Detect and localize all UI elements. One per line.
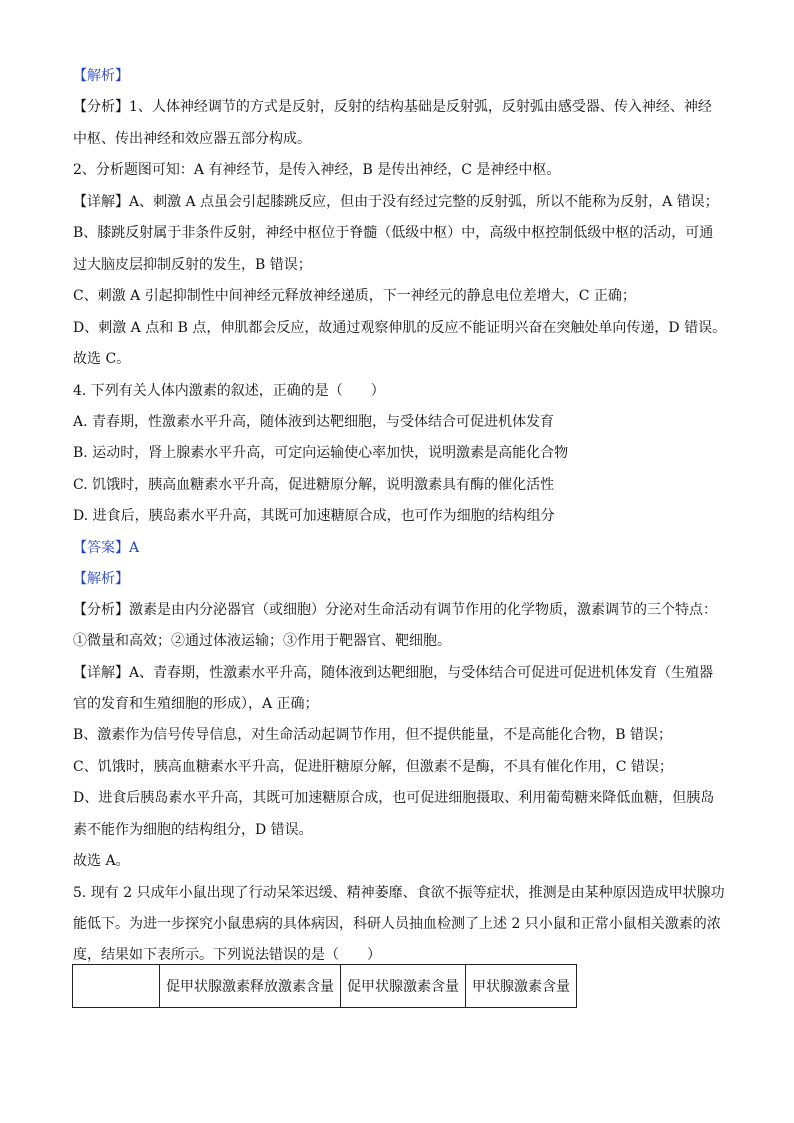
text-line-l28: 能低下。为进一步探究小鼠患病的具体病因，科研人员抽血检测了上述 2 只小鼠和正常小鼠相关激素的浓: [73, 916, 721, 932]
text-line-l01: 【解析】: [73, 68, 129, 84]
text-line-l27: 5. 现有 2 只成年小鼠出现了行动呆笨迟缓、精神萎靡、食欲不振等症状，推测是由某种原因造成甲状腺功: [73, 885, 725, 901]
text-line-l22: B、激素作为信号传导信息，对生命活动起调节作用，但不提供能量，不是高能化合物，B 错误；: [73, 727, 673, 743]
text-line-l17: 【解析】: [73, 571, 129, 587]
text-line-l21: 官的发育和生殖细胞的形成），A 正确；: [73, 696, 319, 712]
table-header-trh: 促甲状腺激素释放激素含量: [160, 965, 341, 1008]
text-line-l24: D、进食后胰岛素水平升高，其既可加速糖原合成，也可促进细胞摄取、利用葡萄糖来降低血糖，但胰岛: [73, 790, 715, 806]
text-line-l04: 2、分析题图可知：A 有神经节，是传入神经，B 是传出神经，C 是神经中枢。: [73, 162, 561, 178]
table-header-row: [73, 965, 577, 1008]
text-line-l10: 故选 C。: [73, 351, 131, 367]
text-line-l15: D. 进食后，胰岛素水平升高，其既可加速糖原合成，也可作为细胞的结构组分: [73, 508, 555, 524]
text-line-l07: 过大脑皮层抑制反射的发生，B 错误；: [73, 257, 312, 273]
text-line-l16: 【答案】A: [73, 540, 140, 556]
text-line-l13: B. 运动时，肾上腺素水平升高，可定向运输使心率加快，说明激素是高能化合物: [73, 445, 569, 461]
text-line-l29: 度，结果如下表所示。下列说法错误的是（ ）: [73, 947, 381, 963]
text-line-l19: ①微量和高效；②通过体液运输；③作用于靶器官、靶细胞。: [73, 633, 451, 649]
text-line-l05: 【详解】A、刺激 A 点虽会引起膝跳反应，但由于没有经过完整的反射弧，所以不能称为反射，A 错误；: [73, 194, 719, 210]
text-line-l03: 中枢、传出神经和效应器五部分构成。: [73, 131, 311, 147]
text-line-l20: 【详解】A、青春期，性激素水平升高，随体液到达靶细胞，与受体结合可促进可促进机体发育（生殖器: [73, 665, 714, 681]
text-line-l25: 素不能作为细胞的结构组分，D 错误。: [73, 822, 313, 838]
text-line-l11: 4. 下列有关人体内激素的叙述，正确的是（ ）: [73, 383, 385, 399]
text-line-l02: 【分析】1、人体神经调节的方式是反射，反射的结构基础是反射弧，反射弧由感受器、传入神经、神经: [73, 99, 712, 115]
text-line-l12: A. 青春期，性激素水平升高，随体液到达靶细胞，与受体结合可促进机体发育: [73, 414, 555, 430]
table-header-empty: [73, 965, 160, 1008]
text-line-l23: C、饥饿时，胰高血糖素水平升高，促进肝糖原分解，但激素不是酶，不具有催化作用，C 错误；: [73, 759, 673, 775]
text-line-l06: B、膝跳反射属于非条件反射，神经中枢位于脊髓（低级中枢）中，高级中枢控制低级中枢的活动，可通: [73, 225, 714, 241]
table-header-tsh: 促甲状腺激素含量: [341, 965, 466, 1008]
text-line-l08: C、刺激 A 引起抑制性中间神经元释放神经递质，下一神经元的静息电位差增大，C 正确；: [73, 288, 636, 304]
text-line-l18: 【分析】激素是由内分泌器官（或细胞）分泌对生命活动有调节作用的化学物质，激素调节的三个特点：: [73, 602, 717, 618]
hormone-table: [72, 964, 577, 1008]
text-line-l26: 故选 A。: [73, 853, 130, 869]
table-header-th: 甲状腺激素含量: [466, 965, 577, 1008]
text-line-l09: D、刺激 A 点和 B 点，伸肌都会反应，故通过观察伸肌的反应不能证明兴奋在突触处单向传递，D 错误。: [73, 320, 727, 336]
text-line-l14: C. 饥饿时，胰高血糖素水平升高，促进糖原分解，说明激素具有酶的催化活性: [73, 477, 555, 493]
